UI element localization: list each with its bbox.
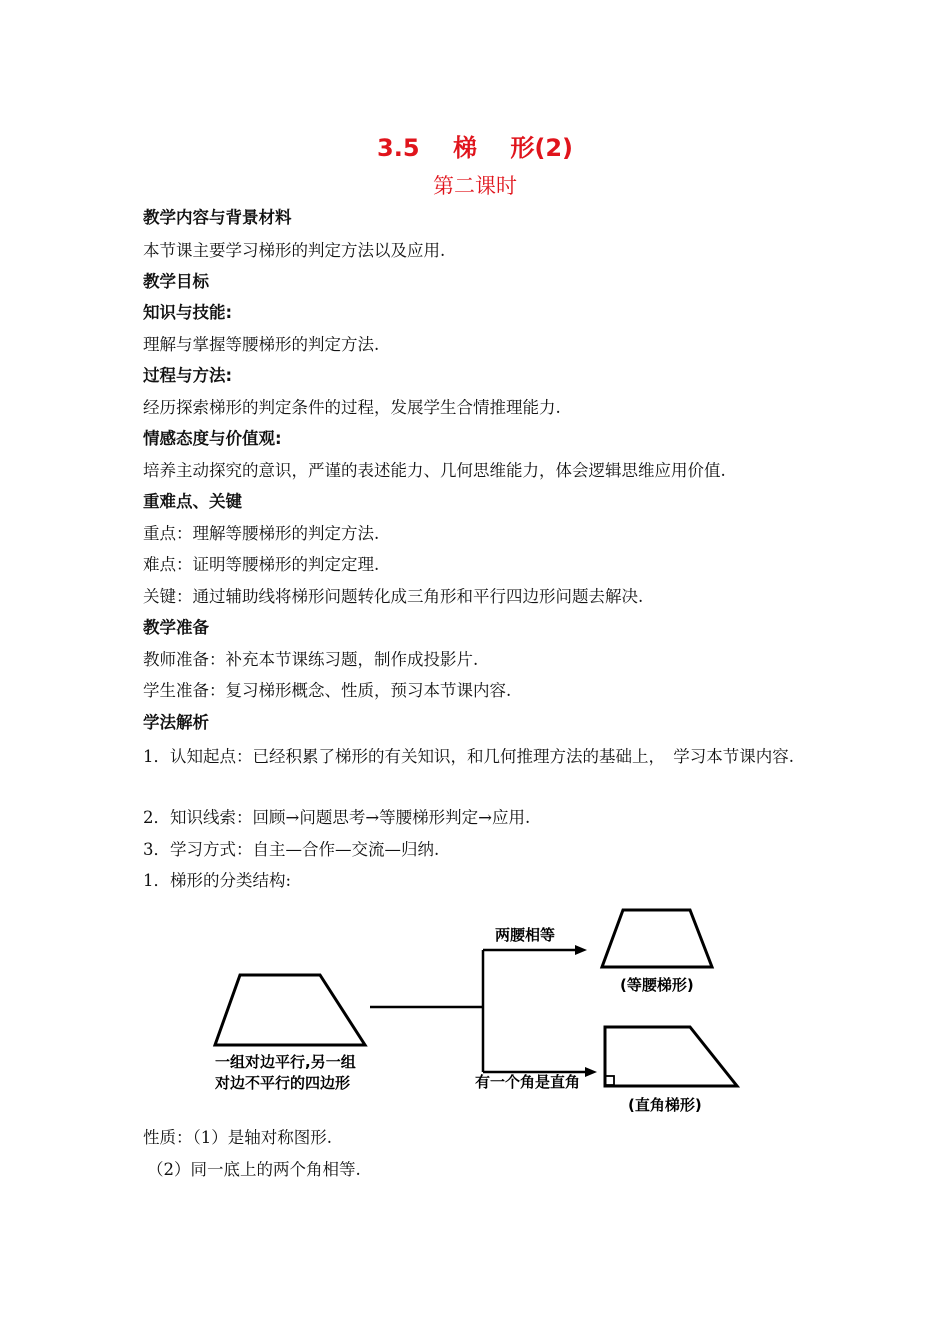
isosceles-trapezoid-shape [602,910,712,967]
classify-title: 1．梯形的分类结构: [143,871,292,890]
key-difficulty: 难点：证明等腰梯形的判定定理. [143,555,380,574]
method-item-3: 3．学习方式：自主—合作—交流—归纳. [143,840,440,859]
arrow-upper [575,945,587,955]
emotion-text: 培养主动探究的意识，严谨的表述能力、几何思维能力，体会逻辑思维应用价值. [143,461,726,480]
lower-branch-label: 有一个角是直角 [475,1073,581,1091]
upper-result-label: (等腰梯形) [620,976,694,994]
knowledge-text: 理解与掌握等腰梯形的判定方法. [143,335,380,354]
method-heading: 学法解析 [143,713,209,732]
arrow-lower [585,1067,597,1077]
key-focus: 重点：理解等腰梯形的判定方法. [143,524,380,543]
knowledge-heading: 知识与技能: [143,303,233,322]
process-heading: 过程与方法: [143,366,233,385]
left-caption-line2: 对边不平行的四边形 [215,1074,351,1092]
trapezoid-classification-diagram [200,900,760,1125]
upper-branch-label: 两腰相等 [495,926,556,944]
key-heading: 重难点、关键 [143,492,242,511]
content-text: 本节课主要学习梯形的判定方法以及应用. [143,241,446,260]
process-text: 经历探索梯形的判定条件的过程，发展学生合情推理能力. [143,398,561,417]
lower-result-label: (直角梯形) [628,1096,702,1114]
page-title: 3.5 梯 形(2) [377,134,573,162]
general-trapezoid-shape [215,975,365,1045]
content-heading: 教学内容与背景材料 [143,208,292,227]
goals-heading: 教学目标 [143,272,209,291]
property-2: （2）同一底上的两个角相等. [147,1160,361,1179]
page-subtitle: 第二课时 [433,174,517,198]
emotion-heading: 情感态度与价值观: [143,429,282,448]
method-item-1: 1．认知起点：已经积累了梯形的有关知识，和几何推理方法的基础上， 学习本节课内容. [143,747,794,766]
method-item-2: 2．知识线索：回顾→问题思考→等腰梯形判定→应用. [143,808,531,827]
prep-heading: 教学准备 [143,618,209,637]
prep-student: 学生准备：复习梯形概念、性质，预习本节课内容. [143,681,512,700]
left-caption-line1: 一组对边平行,另一组 [215,1053,356,1071]
prep-teacher: 教师准备：补充本节课练习题，制作成投影片. [143,650,479,669]
right-trapezoid-shape [605,1027,737,1086]
key-key: 关键：通过辅助线将梯形问题转化成三角形和平行四边形问题去解决. [143,587,644,606]
property-1: 性质：（1）是轴对称图形. [143,1128,332,1147]
